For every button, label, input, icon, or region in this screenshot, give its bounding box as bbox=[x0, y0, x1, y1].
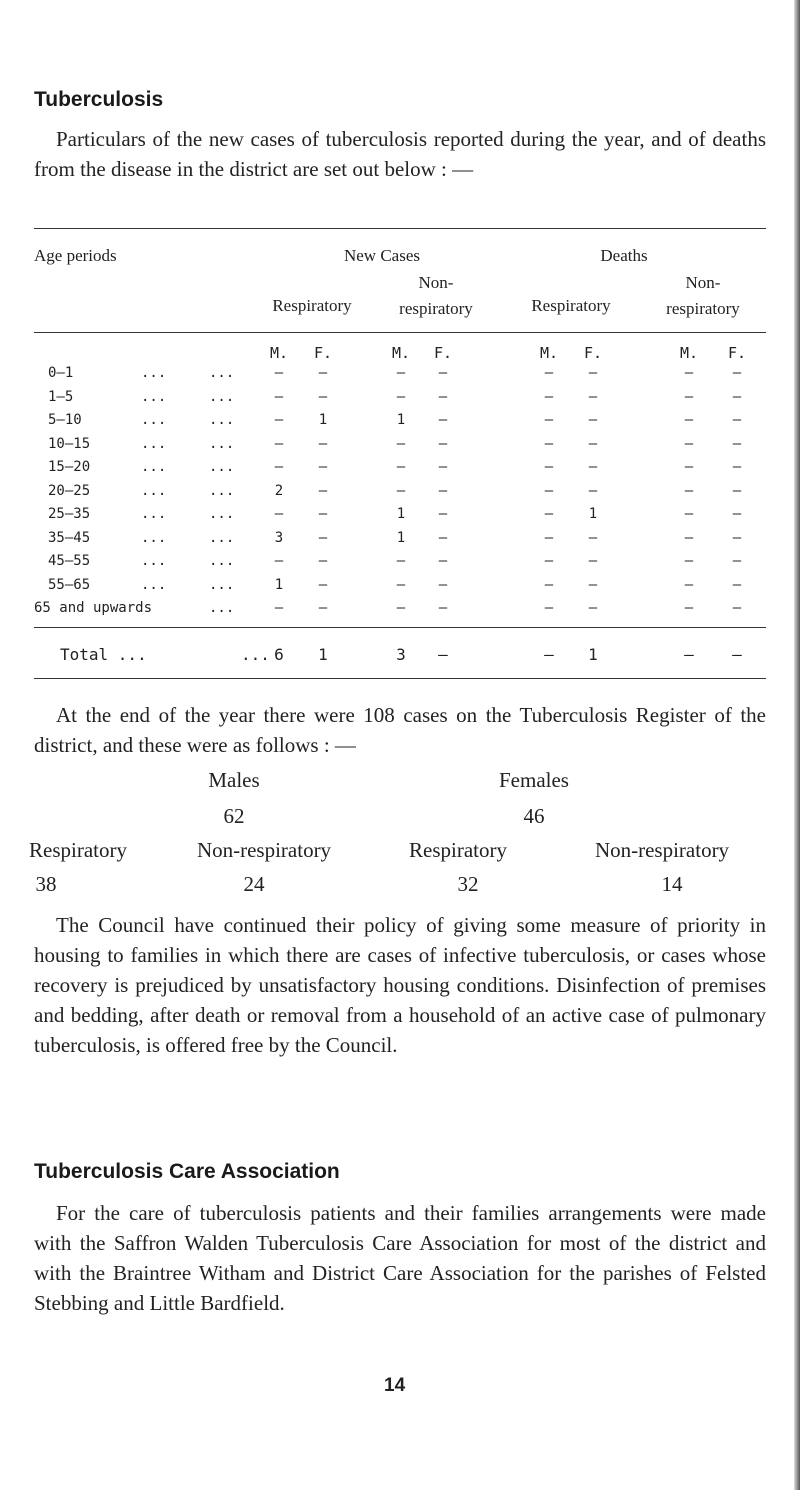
table-cell: — bbox=[544, 435, 554, 452]
table-cell: — bbox=[684, 506, 694, 522]
table-cell: — bbox=[274, 459, 284, 475]
new-resp-header: Respiratory bbox=[272, 296, 352, 315]
table-cell: — bbox=[438, 388, 448, 405]
male-col-header: M. bbox=[539, 344, 559, 362]
table-cell: — bbox=[318, 529, 328, 546]
age-period-label: 35—45 bbox=[48, 529, 91, 546]
table-cell: — bbox=[318, 576, 328, 593]
table-bottom-rule bbox=[34, 678, 766, 679]
table-cell: — bbox=[684, 576, 694, 593]
total-cell: — bbox=[438, 645, 448, 664]
age-period-label: 25—35 bbox=[48, 506, 91, 522]
leader-dots: ... bbox=[141, 553, 167, 569]
females-resp-label: Respiratory bbox=[409, 838, 507, 862]
table-cell: — bbox=[438, 435, 448, 452]
females-label: Females bbox=[499, 768, 569, 792]
table-cell: — bbox=[732, 529, 742, 546]
table-cell: — bbox=[588, 600, 598, 616]
table-cell: — bbox=[544, 553, 554, 569]
table-cell: — bbox=[438, 459, 448, 475]
table-cell: — bbox=[544, 600, 554, 616]
males-label: Males bbox=[208, 768, 260, 792]
care-association-heading: Tuberculosis Care Association bbox=[34, 1160, 340, 1183]
table-cell: 3 bbox=[274, 529, 284, 546]
leader-dots: ... bbox=[209, 600, 235, 616]
age-period-label: 45—55 bbox=[48, 553, 91, 569]
female-col-header: F. bbox=[583, 344, 603, 362]
females-resp-count: 32 bbox=[457, 872, 479, 896]
deaths-header: Deaths bbox=[600, 246, 648, 265]
intro-paragraph: Particulars of the new cases of tuberculosis reported during the year, and of deaths from the disease in the district are set out below : — bbox=[34, 127, 766, 181]
table-cell: — bbox=[732, 576, 742, 593]
leader-dots: ... bbox=[141, 482, 167, 499]
table-cell: — bbox=[684, 388, 694, 405]
table-cell: — bbox=[396, 459, 406, 475]
leader-dots: ... bbox=[141, 576, 167, 593]
total-dots: ... bbox=[241, 645, 270, 664]
table-cell: 1 bbox=[588, 506, 598, 522]
age-period-label: 55—65 bbox=[48, 576, 91, 593]
leader-dots: ... bbox=[141, 412, 167, 428]
table-cell: — bbox=[544, 365, 554, 381]
new-cases-header: New Cases bbox=[343, 246, 420, 265]
table-cell: — bbox=[588, 412, 598, 428]
table-cell: — bbox=[396, 576, 406, 593]
table-cell: — bbox=[318, 506, 328, 522]
table-top-rule bbox=[34, 228, 766, 229]
leader-dots: ... bbox=[209, 365, 235, 381]
new-nonresp-header: Non- respiratory bbox=[399, 273, 473, 318]
table-cell: — bbox=[544, 482, 554, 499]
total-cell: — bbox=[684, 645, 694, 664]
table-cell: — bbox=[732, 553, 742, 569]
leader-dots: ... bbox=[141, 529, 167, 546]
table-cell: — bbox=[588, 576, 598, 593]
table-cell: — bbox=[684, 412, 694, 428]
table-cell: — bbox=[318, 553, 328, 569]
table-cell: — bbox=[732, 600, 742, 616]
table-cell: — bbox=[274, 506, 284, 522]
table-cell: — bbox=[732, 506, 742, 522]
table-cell: — bbox=[588, 482, 598, 499]
female-col-header: F. bbox=[727, 344, 747, 362]
table-cell: — bbox=[318, 388, 328, 405]
table-cell: 1 bbox=[396, 412, 406, 428]
age-period-label: 20—25 bbox=[48, 482, 91, 499]
table-cell: — bbox=[396, 553, 406, 569]
table-cell: 1 bbox=[318, 412, 328, 428]
table-cell: — bbox=[544, 529, 554, 546]
leader-dots: ... bbox=[209, 412, 235, 428]
total-cell: 6 bbox=[274, 645, 284, 664]
table-cell: — bbox=[588, 553, 598, 569]
table-cell: — bbox=[588, 459, 598, 475]
table-cell: — bbox=[274, 435, 284, 452]
leader-dots: ... bbox=[209, 435, 235, 452]
male-col-header: M. bbox=[391, 344, 411, 362]
males-nonresp-label: Non-respiratory bbox=[196, 838, 332, 862]
table-cell: — bbox=[438, 365, 448, 381]
table-cell: — bbox=[544, 459, 554, 475]
council-paragraph: The Council have continued their policy of giving some measure of priority in housing to families in which there are cases of infective tuberculosis, or cases whose recovery is prejudiced by unsatisfactory housing conditions. Disinfection of premises and bedding, after death or removal from a household of an active case of pulmonary tuberculosis, is offered free by the Council. bbox=[34, 913, 766, 1057]
table-cell: — bbox=[318, 435, 328, 452]
table-cell: — bbox=[396, 365, 406, 381]
table-cell: — bbox=[732, 412, 742, 428]
males-resp-label: Respiratory bbox=[29, 838, 127, 862]
male-col-header: M. bbox=[679, 344, 699, 362]
table-cell: — bbox=[396, 388, 406, 405]
female-col-header: F. bbox=[313, 344, 333, 362]
leader-dots: ... bbox=[209, 459, 235, 475]
table-cell: — bbox=[544, 506, 554, 522]
table-cell: 1 bbox=[274, 576, 284, 593]
table-cell: 2 bbox=[274, 482, 284, 499]
table-cell: — bbox=[684, 553, 694, 569]
age-period-label: 1—5 bbox=[48, 388, 74, 405]
age-periods-header: Age periods bbox=[34, 246, 117, 265]
table-cell: — bbox=[438, 600, 448, 616]
table-cell: — bbox=[274, 388, 284, 405]
leader-dots: ... bbox=[209, 529, 235, 546]
leader-dots: ... bbox=[141, 388, 167, 405]
leader-dots: ... bbox=[209, 506, 235, 522]
table-cell: — bbox=[684, 482, 694, 499]
table-cell: — bbox=[438, 412, 448, 428]
table-cell: — bbox=[684, 529, 694, 546]
page-edge-shadow bbox=[794, 0, 800, 1490]
table-cell: — bbox=[588, 435, 598, 452]
age-period-label: 65 and upwards bbox=[34, 600, 153, 616]
table-cell: — bbox=[588, 388, 598, 405]
age-period-label: 0—1 bbox=[48, 365, 74, 381]
total-cell: — bbox=[732, 645, 742, 664]
table-cell: — bbox=[684, 600, 694, 616]
table-cell: — bbox=[732, 459, 742, 475]
table-cell: — bbox=[318, 600, 328, 616]
male-col-header: M. bbox=[269, 344, 289, 362]
leader-dots: ... bbox=[209, 482, 235, 499]
table-cell: — bbox=[438, 576, 448, 593]
table-cell: — bbox=[684, 365, 694, 381]
table-cell: — bbox=[438, 553, 448, 569]
leader-dots: ... bbox=[209, 388, 235, 405]
total-label: Total ... bbox=[60, 645, 147, 664]
table-cell: — bbox=[438, 482, 448, 499]
table-cell: 1 bbox=[396, 529, 406, 546]
table-cell: — bbox=[732, 435, 742, 452]
age-period-label: 15—20 bbox=[48, 459, 91, 475]
leader-dots: ... bbox=[209, 576, 235, 593]
males-nonresp-count: 24 bbox=[243, 872, 265, 896]
table-cell: — bbox=[318, 482, 328, 499]
leader-dots: ... bbox=[209, 553, 235, 569]
table-cell: — bbox=[396, 600, 406, 616]
age-period-label: 5—10 bbox=[48, 412, 82, 428]
table-cell: — bbox=[732, 388, 742, 405]
females-nonresp-label: Non-respiratory bbox=[594, 838, 730, 862]
females-total: 46 bbox=[523, 804, 545, 828]
header-rule bbox=[34, 332, 766, 333]
table-cell: — bbox=[588, 365, 598, 381]
table-cell: — bbox=[732, 365, 742, 381]
table-cell: — bbox=[732, 482, 742, 499]
table-cell: — bbox=[684, 435, 694, 452]
total-cell: — bbox=[544, 645, 554, 664]
care-association-paragraph: For the care of tuberculosis patients and their families arrangements were made with the Saffron Walden Tuberculosis Care Association for most of the district and with the Braintree Witham and District Care Association for the parishes of Felsted Stebbing and Little Bardfield. bbox=[34, 1201, 766, 1315]
table-cell: — bbox=[684, 459, 694, 475]
table-cell: — bbox=[274, 365, 284, 381]
section-heading: Tuberculosis bbox=[34, 88, 164, 111]
leader-dots: ... bbox=[141, 459, 167, 475]
total-rule bbox=[34, 627, 766, 628]
table-cell: — bbox=[396, 482, 406, 499]
death-resp-header: Respiratory bbox=[531, 296, 611, 315]
males-total: 62 bbox=[223, 804, 245, 828]
page-number: 14 bbox=[384, 1375, 406, 1396]
leader-dots: ... bbox=[141, 365, 167, 381]
table-cell: — bbox=[318, 365, 328, 381]
table-cell: — bbox=[544, 388, 554, 405]
table-cell: — bbox=[274, 600, 284, 616]
males-resp-count: 38 bbox=[35, 872, 57, 896]
total-cell: 1 bbox=[588, 645, 598, 664]
table-cell: — bbox=[274, 553, 284, 569]
table-cell: — bbox=[274, 412, 284, 428]
leader-dots: ... bbox=[141, 506, 167, 522]
table-cell: — bbox=[396, 435, 406, 452]
death-nonresp-header: Non- respiratory bbox=[666, 273, 740, 318]
table-cell: — bbox=[544, 576, 554, 593]
table-cell: — bbox=[438, 506, 448, 522]
age-period-label: 10—15 bbox=[48, 435, 91, 452]
table-cell: — bbox=[544, 412, 554, 428]
table-cell: — bbox=[318, 459, 328, 475]
table-cell: — bbox=[588, 529, 598, 546]
register-paragraph: At the end of the year there were 108 cases on the Tuberculosis Register of the district, and these were as follows : — bbox=[34, 703, 766, 757]
total-cell: 3 bbox=[396, 645, 406, 664]
female-col-header: F. bbox=[433, 344, 453, 362]
leader-dots: ... bbox=[141, 435, 167, 452]
table-cell: — bbox=[438, 529, 448, 546]
total-cell: 1 bbox=[318, 645, 328, 664]
table-cell: 1 bbox=[396, 506, 406, 522]
females-nonresp-count: 14 bbox=[661, 872, 683, 896]
